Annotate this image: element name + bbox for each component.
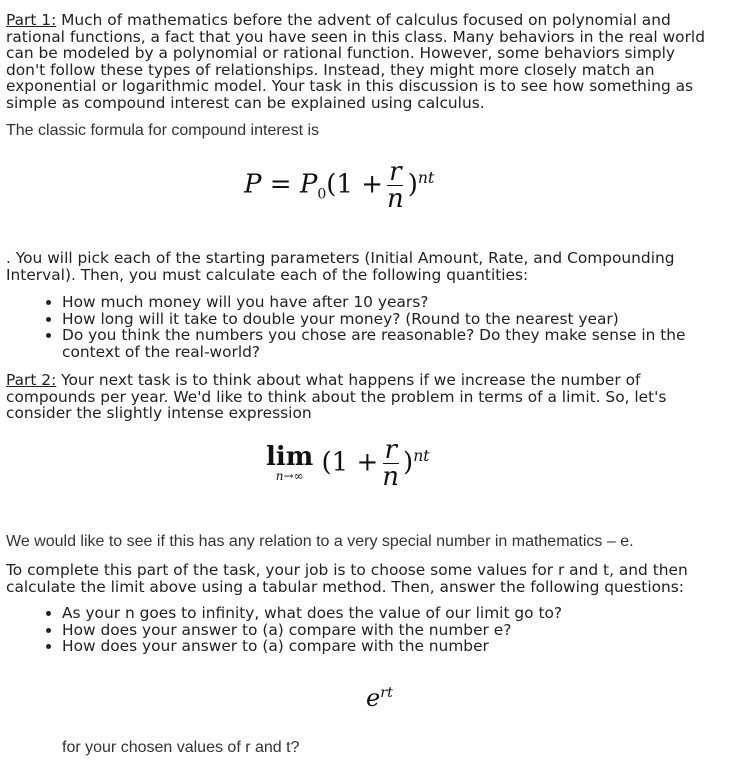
part2-label: Part 2: [6, 371, 57, 389]
formula2-open: (1 + [321, 447, 379, 478]
formula1-open: (1 + [326, 169, 383, 200]
formula2-lim: lim [266, 441, 314, 472]
part2-question-list [38, 605, 742, 655]
formula2-num: r [384, 435, 397, 465]
formula2-fraction [382, 435, 400, 492]
exponential-formula [366, 684, 393, 712]
formula3-exp: rt [380, 685, 393, 701]
formula1-fraction [387, 157, 404, 214]
formula2-close: ) [403, 447, 414, 478]
closing-text: for your chosen values of r and t? [62, 739, 300, 756]
part2-question-3: • How does your answer to (a) compare with the number [62, 638, 742, 655]
part1-question-3: • Do you think the numbers you chose are reasonable? Do they make sense in the context of the real-world? [62, 327, 742, 360]
limit-operator [266, 441, 314, 483]
formula3-base: e [366, 684, 381, 712]
formula1-lhs: P [244, 169, 262, 200]
relation-text: We would like to see if this has any relation to a very special number in mathematics – e. [6, 533, 634, 550]
formula1-exp: nt [417, 168, 435, 187]
formula-intro: The classic formula for compound interest is [6, 122, 320, 139]
limit-formula [266, 435, 430, 492]
compound-interest-formula [244, 157, 435, 214]
part1-question-1: • How much money will you have after 10 years? [62, 294, 742, 311]
part1-instructions: . You will pick each of the starting parameters (Initial Amount, Rate, and Compounding Interval). Then, you must calculate each of the following quantities: [6, 249, 675, 284]
part1-text: Much of mathematics before the advent of calculus focused on polynomial and rational functions, a fact that you have seen in this class. Many behaviors in the real world can be modeled by a polynomial or rational function. However, some behaviors simply don't follow these types of relationships. Instead, they might more closely match an exponential or logarithmic model. Your task in this discussion is to see how something as simple as compound interest can be explained using calculus. [6, 11, 705, 112]
formula1-eq: = [269, 169, 292, 200]
formula1-num: r [389, 157, 402, 187]
part2-question-1: • As your n goes to infinity, what does the value of our limit go to? [62, 605, 742, 622]
part2-text: Your next task is to think about what happens if we increase the number of compounds per year. We'd like to think about the problem in terms of a limit. So, let's consider the slightly intense expression [6, 371, 667, 423]
part2-paragraph [6, 372, 718, 422]
formula1-p0: P [299, 169, 318, 200]
part1-question-list [38, 294, 742, 360]
formula1-p0-sub: 0 [317, 186, 327, 203]
formula1-den: n [387, 184, 404, 214]
part1-label: Part 1: [6, 11, 57, 29]
part1-paragraph [6, 12, 718, 112]
formula2-sub: n→∞ [275, 468, 304, 483]
part2-task-text: To complete this part of the task, your job is to choose some values for r and t, and then calculate the limit above using a tabular method. Then, answer the following questions: [6, 561, 688, 596]
formula2-exp: nt [413, 446, 430, 465]
part1-question-2: • How long will it take to double your money? (Round to the nearest year) [62, 311, 742, 328]
part2-question-2: • How does your answer to (a) compare with the number e? [62, 622, 742, 639]
formula1-close: ) [407, 169, 418, 200]
formula2-den: n [382, 462, 400, 492]
